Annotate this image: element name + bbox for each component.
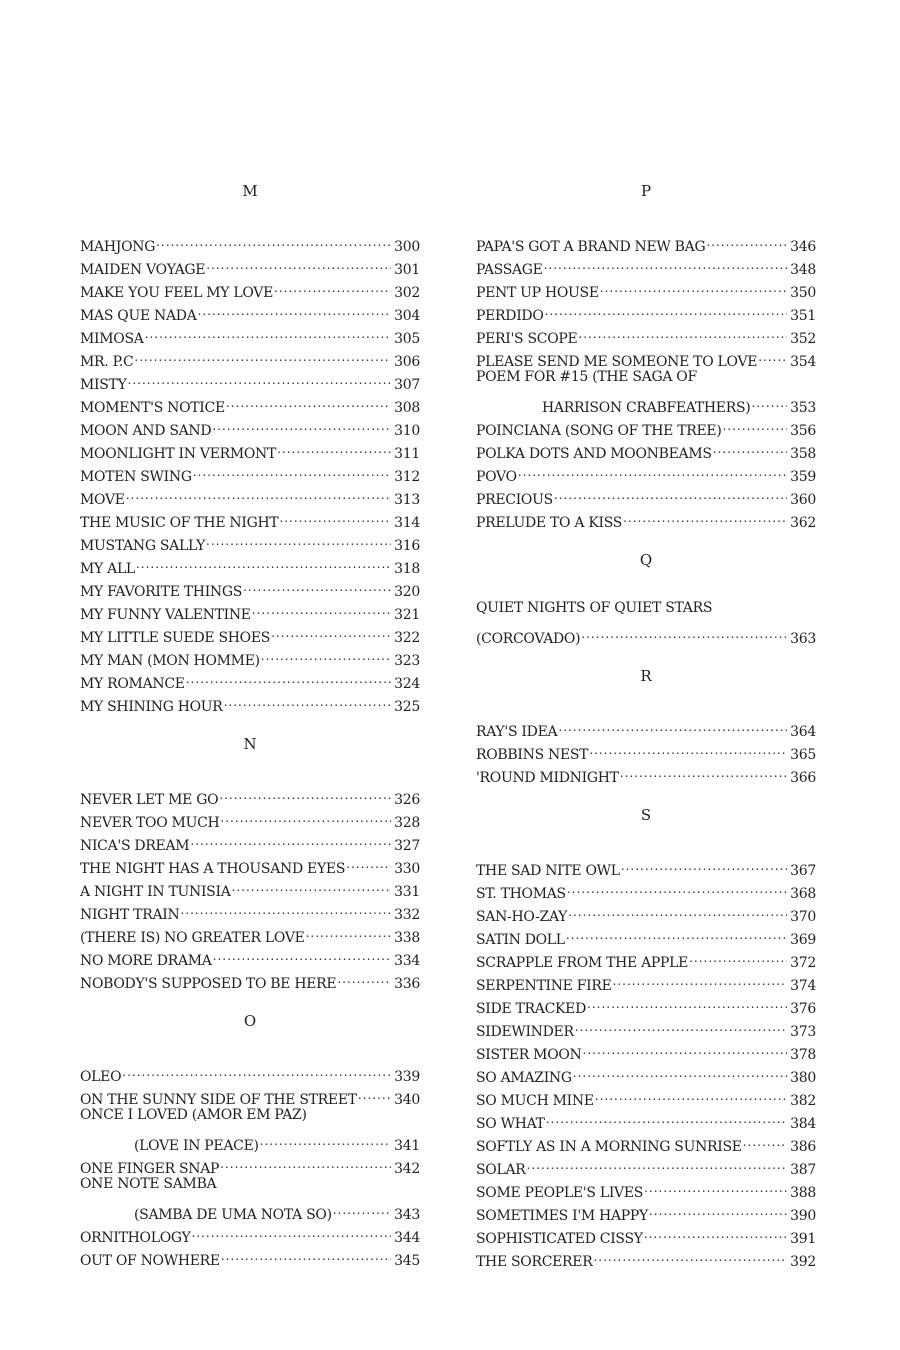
index-entry[interactable] bbox=[476, 458, 816, 485]
entry-title: NIGHT TRAIN bbox=[80, 907, 180, 923]
entry-title: THE MUSIC OF THE NIGHT bbox=[80, 515, 279, 531]
entry-page-number: 304 bbox=[394, 308, 420, 324]
index-entry[interactable] bbox=[476, 852, 816, 879]
entry-title: OUT OF NOWHERE bbox=[80, 1253, 220, 1269]
entry-title: PENT UP HOUSE bbox=[476, 285, 599, 301]
dot-leader bbox=[252, 596, 391, 619]
dot-leader bbox=[260, 1127, 392, 1150]
dot-leader bbox=[649, 1197, 787, 1220]
dot-leader bbox=[333, 1196, 391, 1219]
entry-title: MOONLIGHT IN VERMONT bbox=[80, 446, 277, 462]
dot-leader bbox=[128, 366, 392, 389]
entry-page-number: 338 bbox=[394, 930, 420, 946]
entry-page-number: 353 bbox=[790, 400, 816, 416]
entry-page-number: 378 bbox=[790, 1047, 816, 1063]
entry-page-number: 321 bbox=[394, 607, 420, 623]
entry-title: POLKA DOTS AND MOONBEAMS bbox=[476, 446, 712, 462]
entry-page-number: 350 bbox=[790, 285, 816, 301]
section-letter: R bbox=[640, 667, 652, 685]
section-letter: S bbox=[640, 806, 652, 824]
entry-title-line[interactable]: QUIET NIGHTS OF QUIET STARS bbox=[476, 600, 713, 616]
dot-leader bbox=[518, 458, 787, 481]
dot-leader bbox=[583, 1036, 788, 1059]
entry-page-number: 376 bbox=[790, 1001, 816, 1017]
entry-list bbox=[80, 228, 420, 715]
entry-page-number: 328 bbox=[394, 815, 420, 831]
dot-leader bbox=[358, 1081, 391, 1104]
dot-leader bbox=[337, 965, 391, 988]
section-q bbox=[476, 549, 816, 647]
entry-title: MY FAVORITE THINGS bbox=[80, 584, 243, 600]
dot-leader bbox=[145, 320, 392, 343]
dot-leader bbox=[198, 297, 392, 320]
entry-page-number: 388 bbox=[790, 1185, 816, 1201]
entry-page-number: 326 bbox=[394, 792, 420, 808]
index-entry[interactable] bbox=[80, 1058, 420, 1085]
entry-page-number: 316 bbox=[394, 538, 420, 554]
entry-title: PRECIOUS bbox=[476, 492, 553, 508]
entry-page-number: 343 bbox=[394, 1207, 420, 1223]
entry-title: PLEASE SEND ME SOMEONE TO LOVE bbox=[476, 354, 758, 370]
entry-page-number: 382 bbox=[790, 1093, 816, 1109]
entry-page-number: 374 bbox=[790, 978, 816, 994]
index-entry[interactable] bbox=[80, 1127, 420, 1154]
dot-leader bbox=[758, 343, 787, 366]
entry-title: MY SHINING HOUR bbox=[80, 699, 223, 715]
dot-leader bbox=[644, 1174, 787, 1197]
entry-title: SATIN DOLL bbox=[476, 932, 565, 948]
entry-page-number: 352 bbox=[790, 331, 816, 347]
dot-leader bbox=[220, 804, 391, 827]
entry-page-number: 322 bbox=[394, 630, 420, 646]
dot-leader bbox=[623, 504, 787, 527]
dot-leader bbox=[126, 481, 391, 504]
entry-page-number: 313 bbox=[394, 492, 420, 508]
dot-leader bbox=[261, 642, 391, 665]
dot-leader bbox=[346, 850, 391, 873]
entry-page-number: 320 bbox=[394, 584, 420, 600]
entry-title: POVO bbox=[476, 469, 517, 485]
entry-list bbox=[476, 713, 816, 786]
dot-leader bbox=[545, 297, 788, 320]
dot-leader bbox=[279, 504, 391, 527]
entry-page-number: 305 bbox=[394, 331, 420, 347]
entry-title-line[interactable]: ONCE I LOVED (AMOR EM PAZ) bbox=[80, 1107, 307, 1123]
entry-title: MY LITTLE SUEDE SHOES bbox=[80, 630, 271, 646]
dot-leader bbox=[206, 251, 391, 274]
entry-title: MOVE bbox=[80, 492, 125, 508]
entry-page-number: 365 bbox=[790, 747, 816, 763]
index-entry[interactable] bbox=[80, 481, 420, 508]
entry-title: SO WHAT bbox=[476, 1116, 545, 1132]
entry-title: ON THE SUNNY SIDE OF THE STREET bbox=[80, 1092, 357, 1108]
entry-page-number: 330 bbox=[394, 861, 420, 877]
dot-leader bbox=[581, 620, 787, 643]
section-r bbox=[476, 665, 816, 786]
entry-title: PAPA'S GOT A BRAND NEW BAG bbox=[476, 239, 706, 255]
entry-title: SOMETIMES I'M HAPPY bbox=[476, 1208, 648, 1224]
entry-title-line[interactable]: POEM FOR #15 (THE SAGA OF bbox=[476, 369, 697, 385]
section-p bbox=[476, 180, 816, 531]
dot-leader bbox=[206, 527, 391, 550]
index-column-right bbox=[476, 180, 816, 1288]
entry-page-number: 346 bbox=[790, 239, 816, 255]
entry-title: NEVER LET ME GO bbox=[80, 792, 219, 808]
entry-title: RAY'S IDEA bbox=[476, 724, 558, 740]
entry-title: SISTER MOON bbox=[476, 1047, 582, 1063]
dot-leader bbox=[277, 435, 391, 458]
entry-title: SIDEWINDER bbox=[476, 1024, 574, 1040]
dot-leader bbox=[232, 873, 392, 896]
dot-leader bbox=[713, 435, 788, 458]
section-letter: N bbox=[243, 735, 257, 753]
dot-leader bbox=[191, 1219, 391, 1242]
index-entry[interactable] bbox=[80, 1081, 420, 1108]
entry-title: MAHJONG bbox=[80, 239, 156, 255]
dot-leader bbox=[193, 458, 391, 481]
entry-page-number: 359 bbox=[790, 469, 816, 485]
index-entry[interactable] bbox=[80, 366, 420, 393]
entry-title: MOTEN SWING bbox=[80, 469, 192, 485]
entry-title: THE SORCERER bbox=[476, 1254, 593, 1270]
entry-title: NOBODY'S SUPPOSED TO BE HERE bbox=[80, 976, 337, 992]
entry-page-number: 387 bbox=[790, 1162, 816, 1178]
dot-leader bbox=[568, 898, 787, 921]
entry-page-number: 310 bbox=[394, 423, 420, 439]
entry-page-number: 370 bbox=[790, 909, 816, 925]
entry-title: ROBBINS NEST bbox=[476, 747, 589, 763]
entry-title: MR. P.C bbox=[80, 354, 134, 370]
entry-page-number: 341 bbox=[394, 1138, 420, 1154]
entry-title: MAS QUE NADA bbox=[80, 308, 197, 324]
dot-leader bbox=[274, 274, 391, 297]
entry-page-number: 369 bbox=[790, 932, 816, 948]
dot-leader bbox=[595, 1082, 787, 1105]
dot-leader bbox=[621, 852, 787, 875]
entry-page-number: 366 bbox=[790, 770, 816, 786]
dot-leader bbox=[156, 228, 391, 251]
entry-list bbox=[80, 781, 420, 992]
dot-leader bbox=[527, 1151, 788, 1174]
dot-leader bbox=[620, 759, 787, 782]
entry-title: THE NIGHT HAS A THOUSAND EYES bbox=[80, 861, 346, 877]
entry-title: MAKE YOU FEEL MY LOVE bbox=[80, 285, 274, 301]
entry-page-number: 325 bbox=[394, 699, 420, 715]
index-entry[interactable] bbox=[80, 1219, 420, 1246]
entry-page-number: 386 bbox=[790, 1139, 816, 1155]
entry-page-number: 306 bbox=[394, 354, 420, 370]
index-entry[interactable] bbox=[80, 781, 420, 808]
entry-page-number: 331 bbox=[394, 884, 420, 900]
entry-title: NO MORE DRAMA bbox=[80, 953, 212, 969]
entry-page-number: 312 bbox=[394, 469, 420, 485]
dot-leader bbox=[243, 573, 391, 596]
entry-page-number: 301 bbox=[394, 262, 420, 278]
dot-leader bbox=[575, 1013, 787, 1036]
entry-title: OLEO bbox=[80, 1069, 122, 1085]
entry-title: MIMOSA bbox=[80, 331, 144, 347]
dot-leader bbox=[219, 781, 391, 804]
entry-page-number: 345 bbox=[394, 1253, 420, 1269]
index-entry[interactable] bbox=[80, 228, 420, 255]
index-entry[interactable] bbox=[476, 228, 816, 255]
dot-leader bbox=[136, 550, 391, 573]
index-entry[interactable] bbox=[80, 504, 420, 531]
dot-leader bbox=[213, 942, 392, 965]
entry-page-number: 367 bbox=[790, 863, 816, 879]
dot-leader bbox=[306, 919, 392, 942]
section-letter: Q bbox=[639, 551, 653, 569]
dot-leader bbox=[220, 1150, 391, 1173]
entry-page-number: 380 bbox=[790, 1070, 816, 1086]
dot-leader bbox=[271, 619, 391, 642]
entry-page-number: 363 bbox=[790, 631, 816, 647]
entry-title: MY FUNNY VALENTINE bbox=[80, 607, 251, 623]
dot-leader bbox=[226, 389, 391, 412]
dot-leader bbox=[546, 1105, 787, 1128]
entry-title: PRELUDE TO A KISS bbox=[476, 515, 623, 531]
dot-leader bbox=[689, 944, 787, 967]
entry-page-number: 336 bbox=[394, 976, 420, 992]
entry-title: (SAMBA DE UMA NOTA SO) bbox=[134, 1207, 332, 1223]
index-entry[interactable] bbox=[80, 1150, 420, 1177]
dot-leader bbox=[613, 967, 788, 990]
entry-page-number: 368 bbox=[790, 886, 816, 902]
dot-leader bbox=[221, 1242, 391, 1265]
entry-page-number: 318 bbox=[394, 561, 420, 577]
entry-page-number: 391 bbox=[790, 1231, 816, 1247]
index-entry[interactable] bbox=[476, 1174, 816, 1201]
dot-leader bbox=[134, 343, 391, 366]
section-letter: O bbox=[243, 1012, 257, 1030]
entry-title: SO AMAZING bbox=[476, 1070, 572, 1086]
entry-title: MY MAN (MON HOMME) bbox=[80, 653, 260, 669]
entry-page-number: 340 bbox=[394, 1092, 420, 1108]
entry-title: MY ROMANCE bbox=[80, 676, 185, 692]
dot-leader bbox=[706, 228, 787, 251]
entry-title-line[interactable]: ONE NOTE SAMBA bbox=[80, 1176, 217, 1192]
index-entry[interactable] bbox=[80, 389, 420, 416]
entry-title: MOON AND SAND bbox=[80, 423, 212, 439]
entry-page-number: 364 bbox=[790, 724, 816, 740]
entry-page-number: 354 bbox=[790, 354, 816, 370]
dot-leader bbox=[224, 688, 392, 711]
entry-title: ONE FINGER SNAP bbox=[80, 1161, 220, 1177]
entry-title: HARRISON CRABFEATHERS) bbox=[542, 400, 751, 416]
entry-title: (THERE IS) NO GREATER LOVE bbox=[80, 930, 305, 946]
section-o bbox=[80, 1010, 420, 1269]
entry-title: ST. THOMAS bbox=[476, 886, 566, 902]
entry-title: NEVER TOO MUCH bbox=[80, 815, 220, 831]
entry-page-number: 348 bbox=[790, 262, 816, 278]
dot-leader bbox=[544, 251, 788, 274]
entry-title: SERPENTINE FIRE bbox=[476, 978, 612, 994]
entry-title: SOME PEOPLE'S LIVES bbox=[476, 1185, 644, 1201]
entry-title: NICA'S DREAM bbox=[80, 838, 190, 854]
entry-page-number: 360 bbox=[790, 492, 816, 508]
entry-title: ORNITHOLOGY bbox=[80, 1230, 191, 1246]
entry-page-number: 334 bbox=[394, 953, 420, 969]
index-entry[interactable] bbox=[476, 481, 816, 508]
entry-title: SAN-HO-ZAY bbox=[476, 909, 568, 925]
entry-title: SOFTLY AS IN A MORNING SUNRISE bbox=[476, 1139, 742, 1155]
entry-page-number: 308 bbox=[394, 400, 420, 416]
entry-page-number: 392 bbox=[790, 1254, 816, 1270]
section-letter: P bbox=[640, 182, 652, 200]
index-entry[interactable] bbox=[80, 1196, 420, 1223]
entry-page-number: 384 bbox=[790, 1116, 816, 1132]
entry-title: MUSTANG SALLY bbox=[80, 538, 206, 554]
entry-page-number: 342 bbox=[394, 1161, 420, 1177]
dot-leader bbox=[566, 921, 787, 944]
dot-leader bbox=[573, 1059, 787, 1082]
dot-leader bbox=[644, 1220, 787, 1243]
index-entry[interactable] bbox=[476, 620, 816, 647]
entry-page-number: 390 bbox=[790, 1208, 816, 1224]
entry-title: SO MUCH MINE bbox=[476, 1093, 594, 1109]
dot-leader bbox=[743, 1128, 787, 1151]
dot-leader bbox=[589, 736, 787, 759]
dot-leader bbox=[587, 990, 787, 1013]
entry-title: (LOVE IN PEACE) bbox=[134, 1138, 259, 1154]
entry-title: SOPHISTICATED CISSY bbox=[476, 1231, 643, 1247]
entry-title: POINCIANA (SONG OF THE TREE) bbox=[476, 423, 722, 439]
entry-page-number: 339 bbox=[394, 1069, 420, 1085]
entry-page-number: 332 bbox=[394, 907, 420, 923]
index-column-left bbox=[80, 180, 420, 1287]
dot-leader bbox=[558, 713, 787, 736]
dot-leader bbox=[567, 875, 787, 898]
section-m bbox=[80, 180, 420, 715]
entry-title: PERDIDO bbox=[476, 308, 544, 324]
entry-page-number: 356 bbox=[790, 423, 816, 439]
entry-title: MOMENT'S NOTICE bbox=[80, 400, 225, 416]
dot-leader bbox=[180, 896, 391, 919]
entry-title: SCRAPPLE FROM THE APPLE bbox=[476, 955, 689, 971]
entry-page-number: 302 bbox=[394, 285, 420, 301]
entry-title: SIDE TRACKED bbox=[476, 1001, 587, 1017]
section-letter: M bbox=[242, 182, 258, 200]
dot-leader bbox=[578, 320, 787, 343]
entry-page-number: 358 bbox=[790, 446, 816, 462]
index-entry[interactable] bbox=[476, 713, 816, 740]
entry-title: MAIDEN VOYAGE bbox=[80, 262, 206, 278]
entry-title: (CORCOVADO) bbox=[476, 631, 581, 647]
dot-leader bbox=[751, 389, 787, 412]
entry-title: 'ROUND MIDNIGHT bbox=[476, 770, 619, 786]
entry-page-number: 351 bbox=[790, 308, 816, 324]
entry-title: A NIGHT IN TUNISIA bbox=[80, 884, 231, 900]
entry-title: MISTY bbox=[80, 377, 127, 393]
dot-leader bbox=[723, 412, 788, 435]
index-entry[interactable] bbox=[476, 1151, 816, 1178]
entry-title: SOLAR bbox=[476, 1162, 526, 1178]
entry-page-number: 327 bbox=[394, 838, 420, 854]
dot-leader bbox=[554, 481, 787, 504]
dot-leader bbox=[186, 665, 391, 688]
entry-page-number: 323 bbox=[394, 653, 420, 669]
entry-page-number: 362 bbox=[790, 515, 816, 531]
dot-leader bbox=[212, 412, 391, 435]
entry-page-number: 373 bbox=[790, 1024, 816, 1040]
dot-leader bbox=[190, 827, 391, 850]
section-n bbox=[80, 733, 420, 992]
entry-page-number: 314 bbox=[394, 515, 420, 531]
entry-title: PASSAGE bbox=[476, 262, 543, 278]
index-entry[interactable] bbox=[476, 389, 816, 416]
entry-page-number: 344 bbox=[394, 1230, 420, 1246]
entry-list bbox=[476, 852, 816, 1270]
entry-title: PERI'S SCOPE bbox=[476, 331, 578, 347]
entry-page-number: 300 bbox=[394, 239, 420, 255]
entry-page-number: 324 bbox=[394, 676, 420, 692]
section-s bbox=[476, 804, 816, 1270]
entry-title: MY ALL bbox=[80, 561, 135, 577]
entry-page-number: 307 bbox=[394, 377, 420, 393]
dot-leader bbox=[600, 274, 787, 297]
dot-leader bbox=[122, 1058, 391, 1081]
entry-title: THE SAD NITE OWL bbox=[476, 863, 620, 879]
entry-page-number: 372 bbox=[790, 955, 816, 971]
entry-page-number: 311 bbox=[394, 446, 420, 462]
dot-leader bbox=[593, 1243, 787, 1266]
